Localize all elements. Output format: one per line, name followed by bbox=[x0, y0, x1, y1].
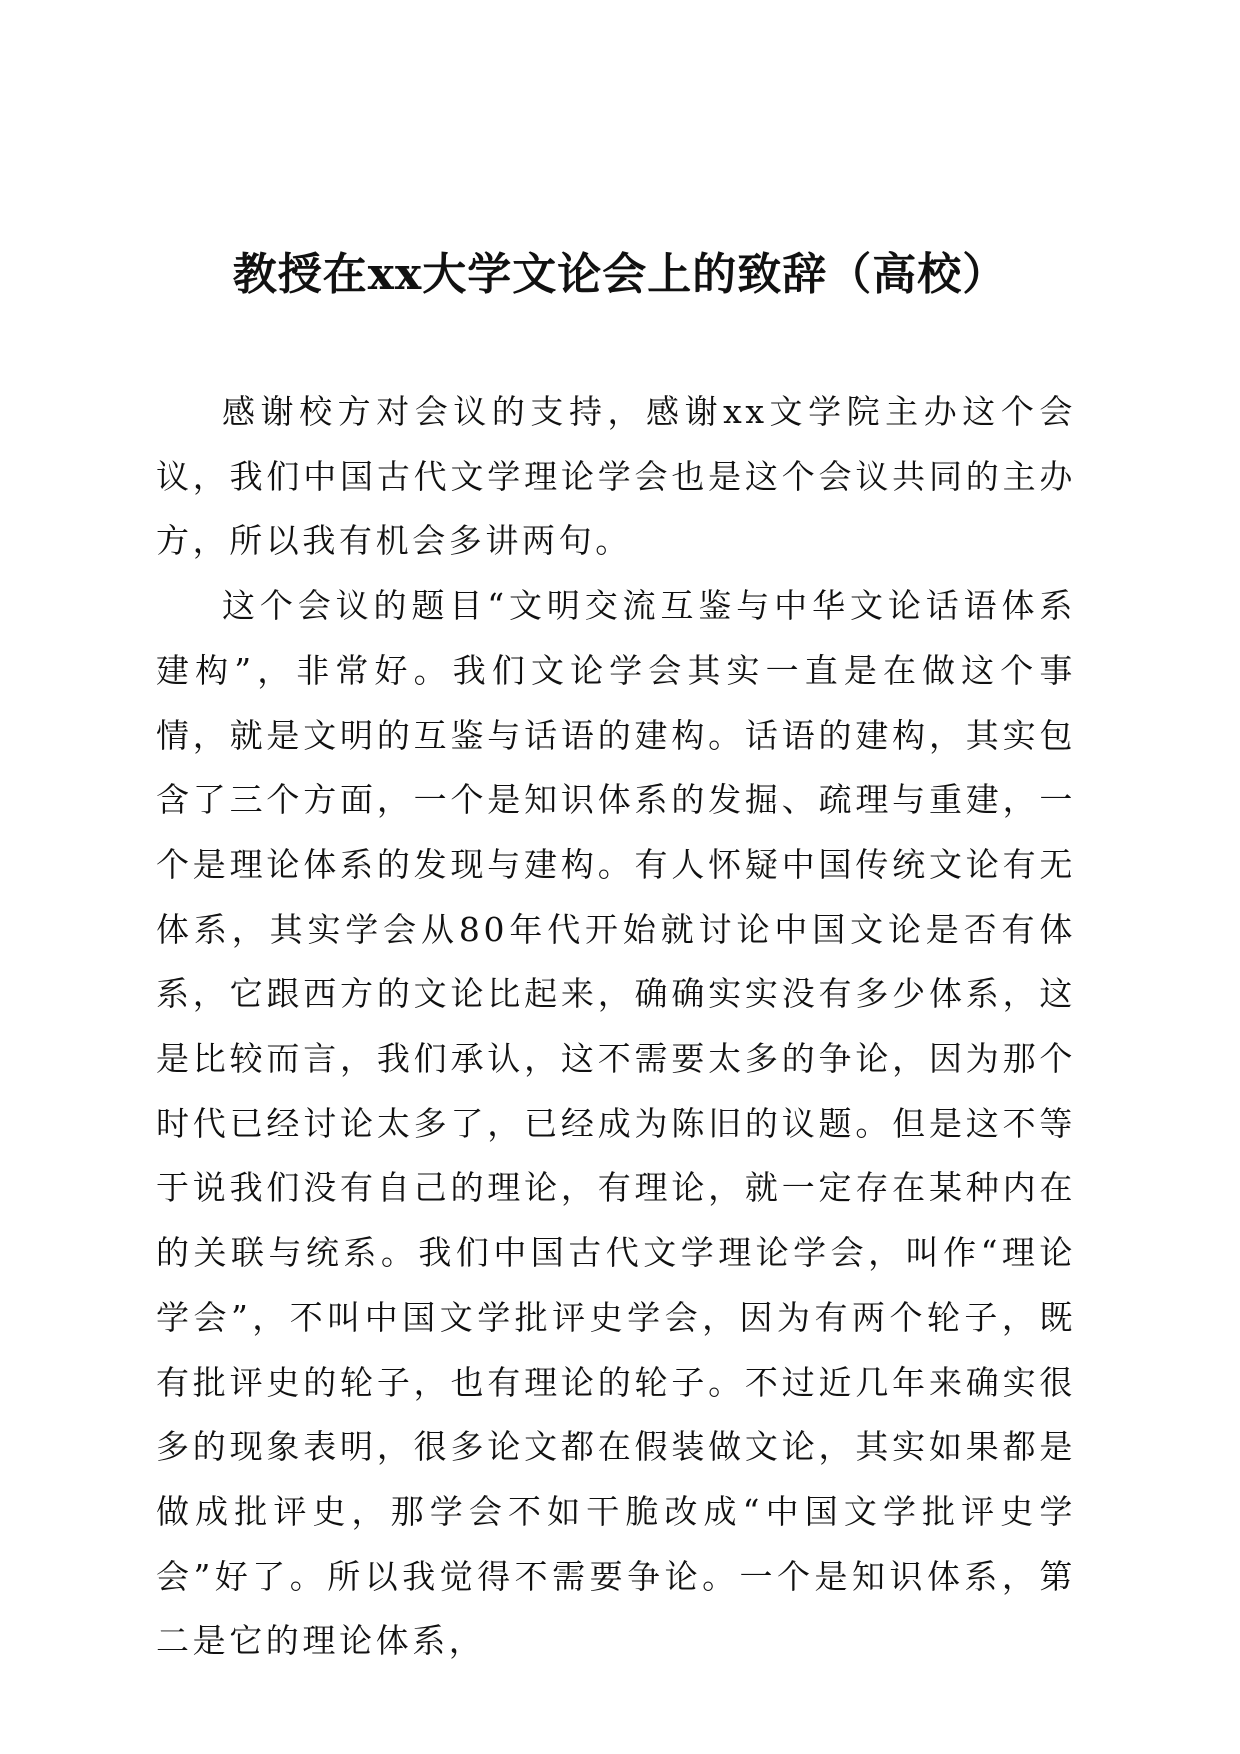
paragraph-2: 这个会议的题目“文明交流互鉴与中华文论话语体系建构”，非常好。我们文论学会其实一直是在做这个事情，就是文明的互鉴与话语的建构。话语的建构，其实包含了三个方面，一个是知识体系的发掘、疏理与重建，一个是理论体系的发现与建构。有人怀疑中国传统文论有无体系，其实学会从80年代开始就讨论中国文论是否有体系，它跟西方的文论比起来，确确实实没有多少体系，这是比较而言，我们承认，这不需要太多的争论，因为那个时代已经讨论太多了，已经成为陈旧的议题。但是这不等于说我们没有自己的理论，有理论，就一定存在某种内在的关联与统系。我们中国古代文学理论学会，叫作“理论学会”，不叫中国文学批评史学会，因为有两个轮子，既有批评史的轮子，也有理论的轮子。不过近几年来确实很多的现象表明，很多论文都在假装做文论，其实如果都是做成批评史，那学会不如干脆改成“中国文学批评史学会”好了。所以我觉得不需要争论。一个是知识体系，第二是它的理论体系， bbox=[156, 586, 1076, 1661]
document-body bbox=[156, 380, 1076, 1674]
paragraph-1: 感谢校方对会议的支持，感谢xx文学院主办这个会议，我们中国古代文学理论学会也是这个会议共同的主办方，所以我有机会多讲两句。 bbox=[156, 392, 1076, 561]
document-title: 教授在xx大学文论会上的致辞（高校） bbox=[232, 249, 1008, 300]
